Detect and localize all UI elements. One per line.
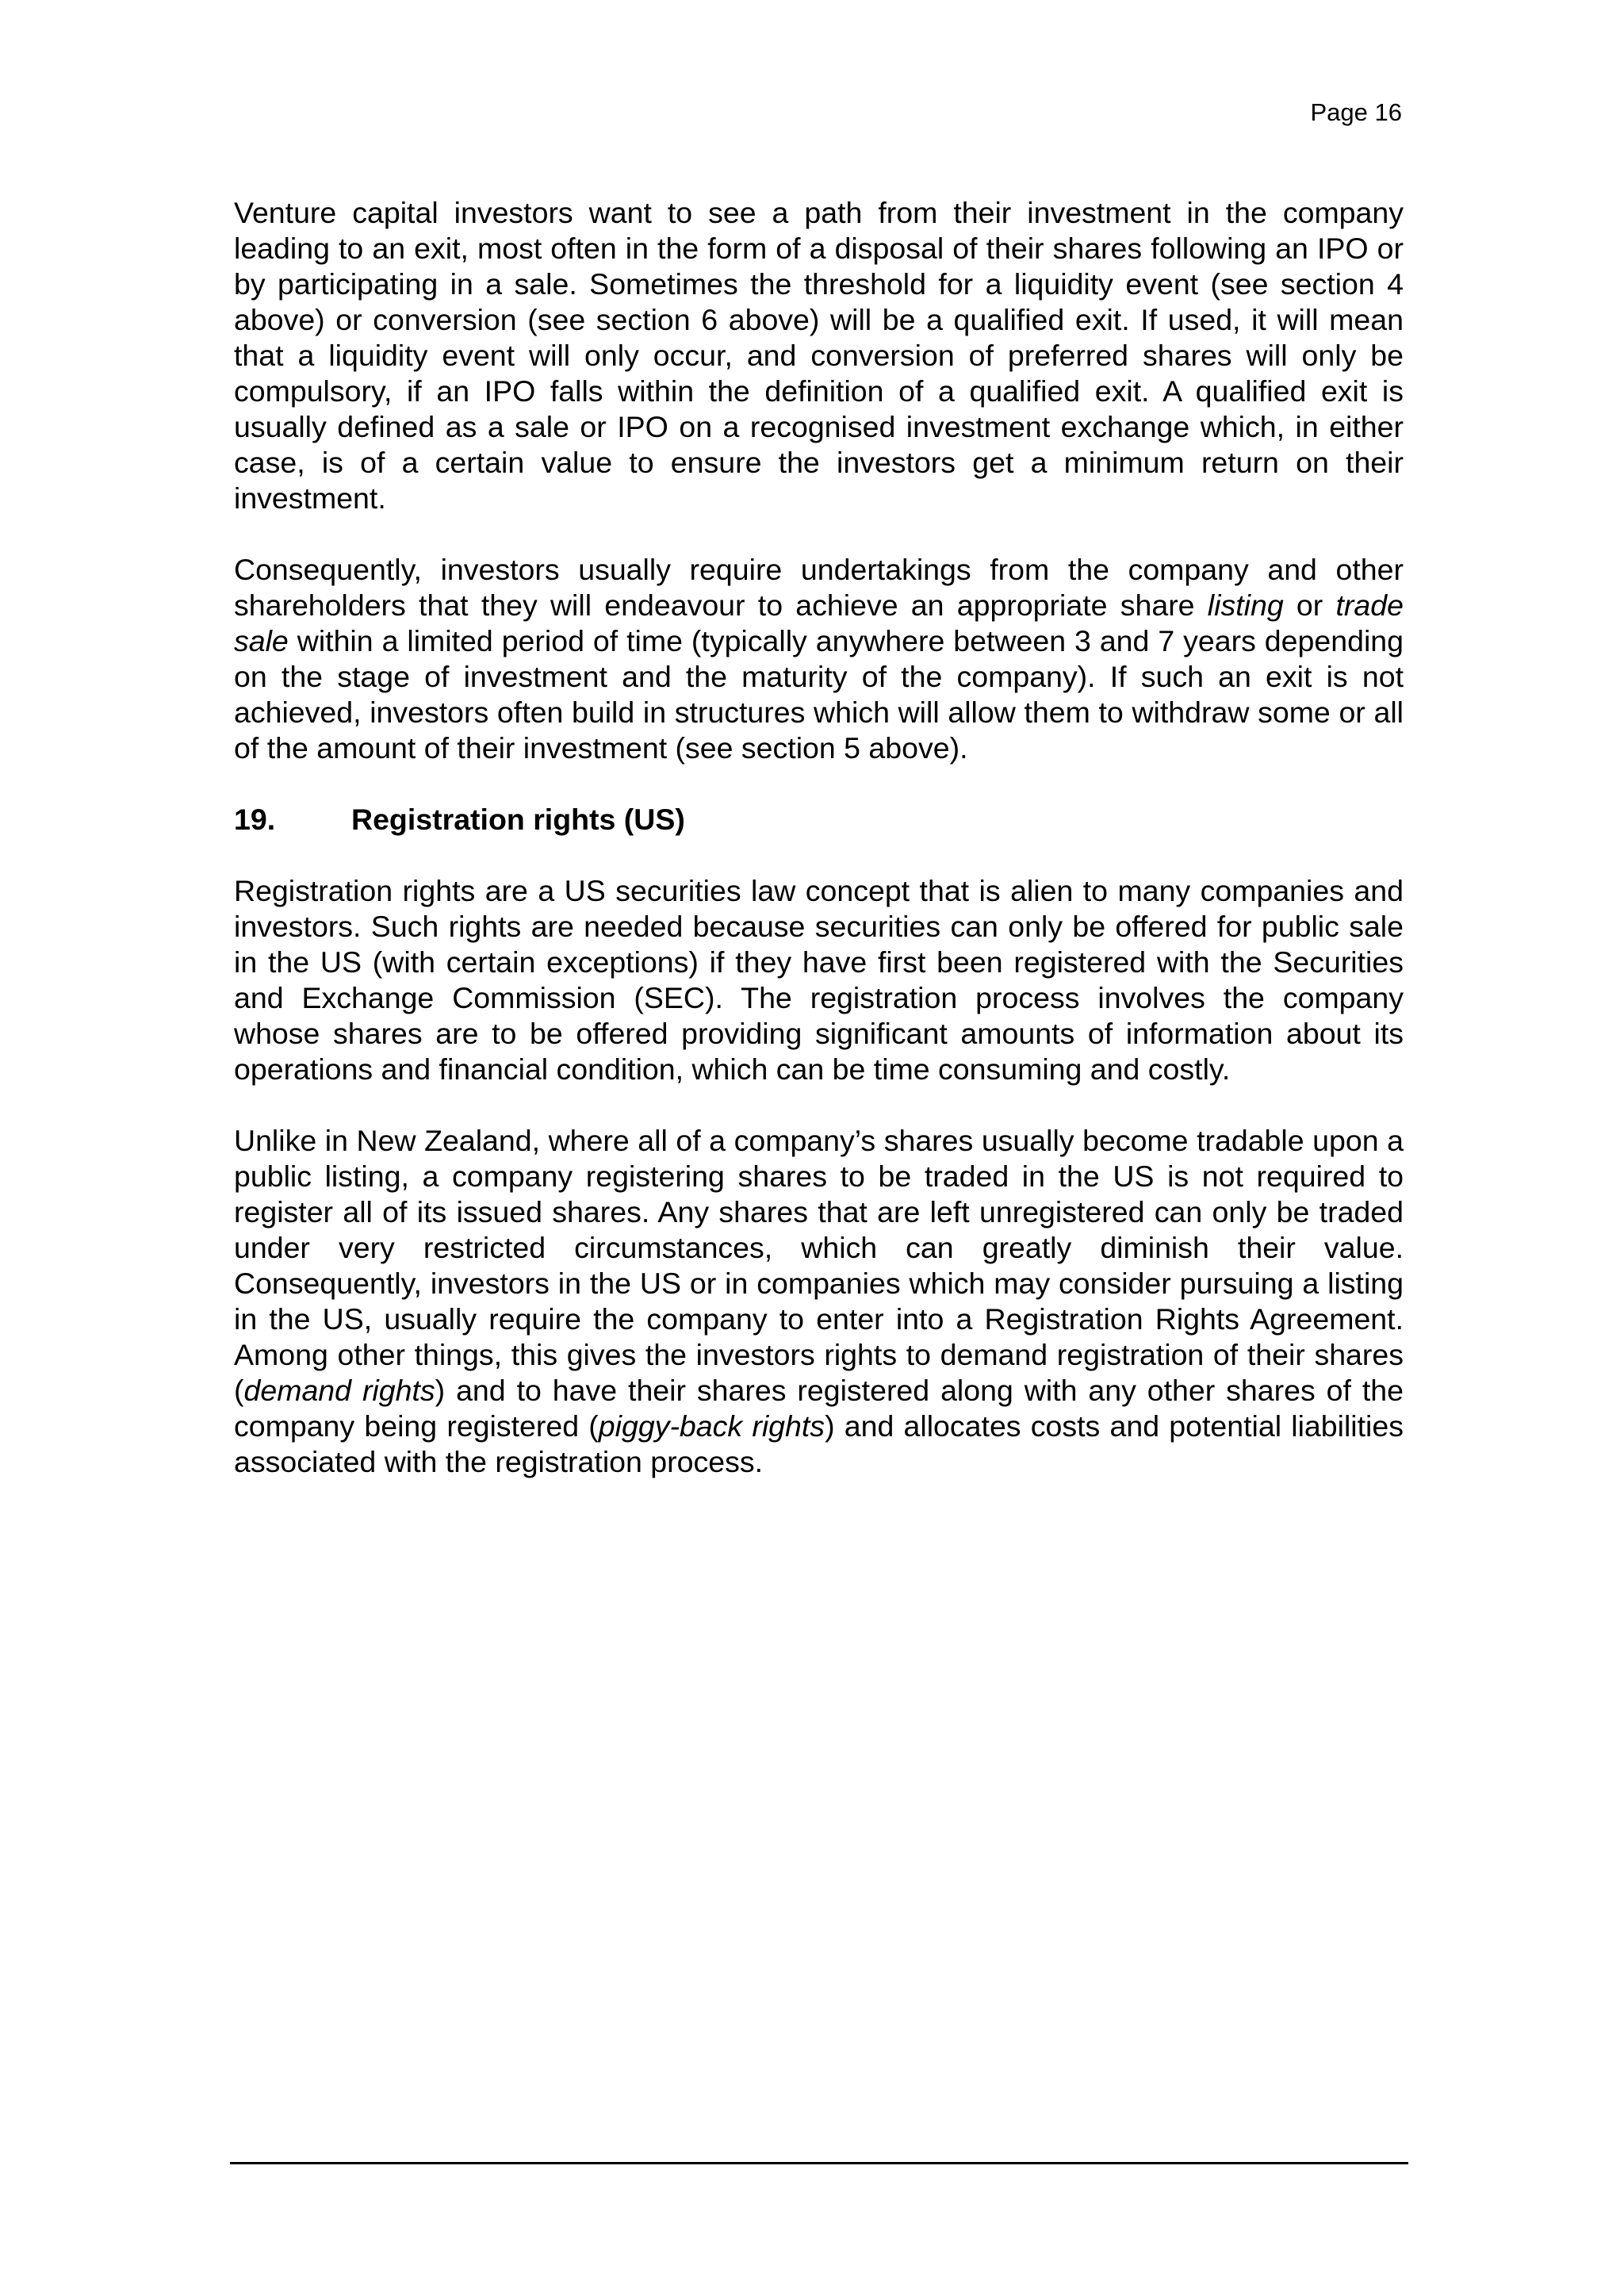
italic-term: demand rights bbox=[243, 1374, 435, 1407]
section-heading bbox=[234, 802, 1404, 838]
section-title: Registration rights (US) bbox=[351, 803, 685, 836]
section-number: 19. bbox=[234, 803, 276, 836]
paragraph-text: or bbox=[1283, 588, 1336, 622]
page-number: Page 16 bbox=[1310, 98, 1402, 126]
paragraph-text: Unlike in New Zealand, where all of a company’s shares usually become tradable upon a public listing, a company registering shares to be traded in the US is not required to register all of its issued shares. Any shares that are left unregistered can only be traded under very restricted circumstances, which can greatly diminish their value. Consequently, investors in the US or in companies which may consider pursuing a listing in the US, usually require the company to enter into a Registration Rights Agreement. Among other things, this gives the investors rights to demand registration of their shares ( bbox=[234, 1124, 1404, 1407]
italic-term: listing bbox=[1207, 588, 1284, 622]
italic-term: piggy-back rights bbox=[598, 1409, 825, 1443]
paragraph-exit-strategy bbox=[234, 195, 1404, 516]
document-body bbox=[234, 195, 1404, 1516]
paragraph-registration-intro bbox=[234, 873, 1404, 1087]
paragraph-text: ) and to have their shares registered along with any other shares of the company being registered ( bbox=[234, 1374, 1404, 1443]
footer-divider bbox=[230, 2162, 1408, 2164]
paragraph-text: Venture capital investors want to see a path from their investment in the company leading to an exit, most often in the form of a disposal of their shares following an IPO or by participating in a sale. Sometimes the threshold for a liquidity event (see section 4 above) or conversion (see section 6 above) will be a qualified exit. If used, it will mean that a liquidity event will only occur, and conversion of preferred shares will only be compulsory, if an IPO falls within the definition of a qualified exit. A qualified exit is usually defined as a sale or IPO on a recognised investment exchange which, in either case, is of a certain value to ensure the investors get a minimum return on their investment. bbox=[234, 196, 1404, 515]
italic-term: trade sale bbox=[234, 588, 1404, 657]
paragraph-text: Consequently, investors usually require undertakings from the company and other shareholders that they will endeavour to achieve an appropriate share bbox=[234, 553, 1404, 622]
paragraph-text: ) and allocates costs and potential liabilities associated with the registration process. bbox=[234, 1409, 1404, 1478]
paragraph-text: within a limited period of time (typically anywhere between 3 and 7 years depending on the stage of investment and the maturity of the company). If such an exit is not achieved, investors often build in structures which will allow them to withdraw some or all of the amount of their investment (see section 5 above). bbox=[234, 624, 1404, 765]
paragraph-registration-rights bbox=[234, 1123, 1404, 1480]
paragraph-exit-undertakings bbox=[234, 552, 1404, 766]
paragraph-text: Registration rights are a US securities law concept that is alien to many companies and investors. Such rights are needed because securities can only be offered for public sale in the US (with certain exceptions) if they have first been registered with the Securities and Exchange Commission (SEC). The registration process involves the company whose shares are to be offered providing significant amounts of information about its operations and financial condition, which can be time consuming and costly. bbox=[234, 874, 1404, 1086]
